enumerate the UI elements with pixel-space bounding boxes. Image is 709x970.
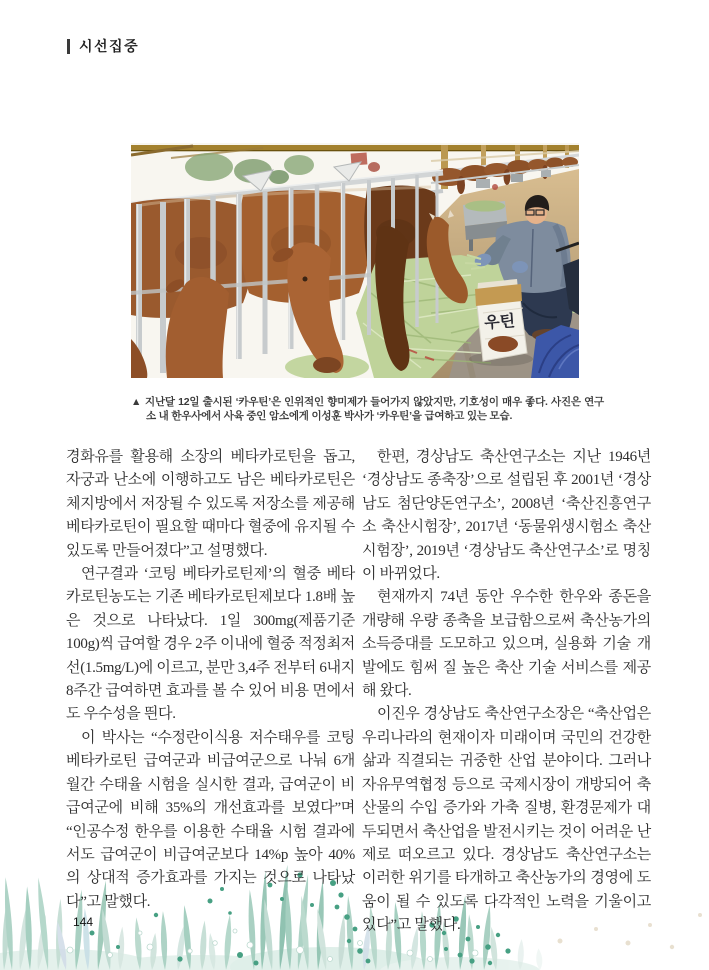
article-column-right (362, 446, 651, 938)
article-paragraph: 한편, 경상남도 축산연구소는 지난 1946년 ‘경상남도 종축장’으로 설립된 후 2001년 ‘경상남도 첨단양돈연구소’, 2008년 ‘축산진흥연구소 축산시험장’, 2017년 ‘동물위생시험소 축산시험장’, 2019년 ‘경상남도 축산연구소’로 명칭이 바뀌었다. (362, 449, 651, 583)
article-paragraph: 이진우 경상남도 축산연구소장은 “축산업은 우리나라의 현재이자 미래이며 국민의 건강한 삶과 직결되는 귀중한 산업 분야이다. 그러나 자유무역협정 등으로 국제시장이 개방되어 축산물의 수입 증가와 가축 질병, 환경문제가 대두되면서 축산업을 발전시키는 것이 어려운 난제로 떠오르고 있다. 경상남도 축산연구소는 이러한 위기를 타개하고 축산농가의 경영에 도움이 될 수 있도록 다각적인 노력을 기울이고 있다”고 말했다. (362, 706, 651, 934)
section-header-bar (67, 39, 70, 54)
article-column-left (66, 446, 355, 914)
article-paragraph: 연구결과 ‘코팅 베타카로틴제’의 혈중 베타카로틴농도는 기존 베타카로틴제보다 1.8배 높은 것으로 나타났다. 1일 300mg(제품기준 100g)씩 급여할 경우 2주 이내에 혈중 적정최저선(1.5mg/L)에 이르고, 분만 3,4주 전부터 6내지 8주간 급여하면 효과를 볼 수 있어 비용 면에서도 우수성을 띈다. (66, 566, 355, 723)
barn-photo-illustration (131, 143, 579, 378)
section-header (67, 36, 139, 56)
article-photo (131, 143, 579, 378)
section-header-label: 시선집중 (79, 38, 140, 54)
article-paragraph: 이 박사는 “수정란이식용 저수태우를 코팅 베타카로틴 급여군과 비급여군으로 나눠 6개월간 수태율 시험을 실시한 결과, 급여군이 비급여군에 비해 35%의 개선효과를 보였다”며 “인공수정 한우를 이용한 수태율 시험 결과에서도 급여군이 비급여군보다 14%p 높아 40%의 상대적 증가효과를 가지는 것으로 나타났다”고 말했다. (66, 729, 355, 910)
article-paragraph: 현재까지 74년 동안 우수한 한우와 종돈을 개량해 우량 종축을 보급함으로써 축산농가의 소득증대를 도모하고 있으며, 실용화 기술 개발에도 힘써 질 높은 축산 기술 서비스를 제공해 왔다. (362, 589, 651, 700)
photo-caption (131, 395, 604, 424)
page-number: 144 (73, 915, 94, 929)
glove (512, 261, 528, 273)
caption-triangle-marker: ▲ (131, 395, 142, 408)
caption-text: 지난달 12일 출시된 ‘카우틴’은 인위적인 향미제가 들어가지 않았지만, 기호성이 매우 좋다. 사진은 연구소 내 한우사에서 사육 중인 암소에게 이성훈 박사가 ‘카우틴’을 급여하고 있는 모습. (145, 395, 604, 422)
feed-bag-label: 우틴 (483, 312, 516, 333)
article-paragraph: 경화유를 활용해 소장의 베타카로틴을 돕고, 자궁과 난소에 이행하고도 남은 베타카로틴은 체지방에서 저장될 수 있도록 저장소를 제공해 베타카로틴이 필요할 때마다 혈중에 유지될 수 있도록 만들어졌다”고 설명했다. (66, 449, 355, 559)
